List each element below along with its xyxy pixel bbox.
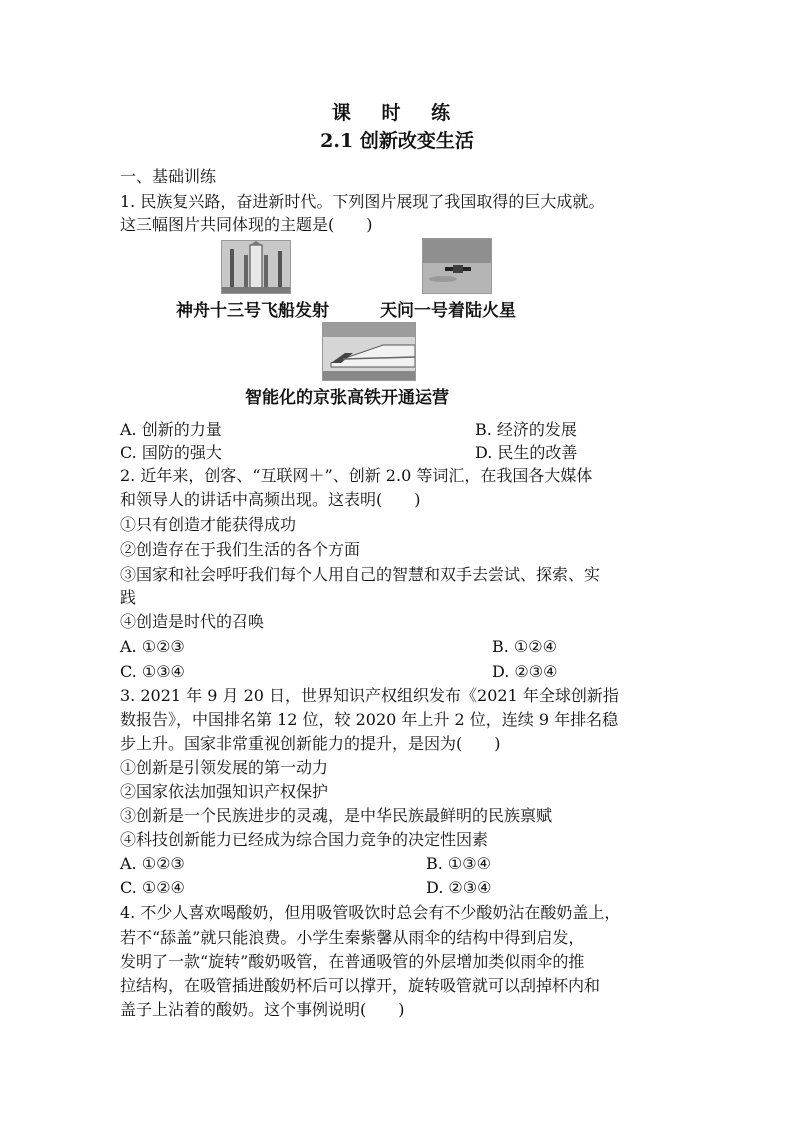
q3-statement-3: ③创新是一个民族进步的灵魂，是中华民族最鲜明的民族禀赋 xyxy=(120,806,553,825)
q1-option-d: D. 民生的改善 xyxy=(475,443,578,462)
q1-option-c: C. 国防的强大 xyxy=(120,443,222,462)
caption-shenzhou: 神舟十三号飞船发射 xyxy=(176,301,329,321)
q1-option-a: A. 创新的力量 xyxy=(120,420,222,439)
q4-stem-line2: 若不“舔盖”就只能浪费。小学生秦紫馨从雨伞的结构中得到启发， xyxy=(120,928,585,947)
page-title: 课 时 练 xyxy=(331,102,463,124)
page-subtitle: 2.1 创新改变生活 xyxy=(320,130,474,152)
q2-statement-3a: ③国家和社会呼吁我们每个人用自己的智慧和双手去尝试、探索、实 xyxy=(120,565,601,584)
q2-statement-2: ②创造存在于我们生活的各个方面 xyxy=(120,540,361,559)
q4-stem-line1: 4. 不少人喜欢喝酸奶，但用吸管吸饮时总会有不少酸奶沾在酸奶盖上， xyxy=(120,903,621,922)
q3-option-c: C. ①②④ xyxy=(120,878,185,897)
q1-option-b: B. 经济的发展 xyxy=(475,420,577,439)
q4-stem-line3: 发明了一款“旋转”酸奶吸管，在普通吸管的外层增加类似雨伞的推 xyxy=(120,952,585,971)
q1-stem-line1: 1. 民族复兴路，奋进新时代。下列图片展现了我国取得的巨大成就。 xyxy=(120,192,605,211)
q2-statement-4: ④创造是时代的召唤 xyxy=(120,612,265,631)
q3-statement-4: ④科技创新能力已经成为综合国力竞争的决定性因素 xyxy=(120,830,489,849)
q2-statement-1: ①只有创造才能获得成功 xyxy=(120,515,297,534)
q3-stem-line1: 3. 2021 年 9 月 20 日，世界知识产权组织发布《2021 年全球创新指 xyxy=(120,686,619,705)
q3-option-a: A. ①②③ xyxy=(120,854,185,873)
q4-stem-line5: 盖子上沾着的酸奶。这个事例说明( ) xyxy=(120,1000,405,1019)
q2-stem-line2: 和领导人的讲话中高频出现。这表明( ) xyxy=(120,490,421,509)
q3-stem-line2: 数报告》，中国排名第 12 位，较 2020 年上升 2 位，连续 9 年排名稳 xyxy=(120,710,619,729)
q2-option-a: A. ①②③ xyxy=(120,637,185,656)
rocket-launch-photo xyxy=(221,240,291,294)
q3-statement-2: ②国家依法加强知识产权保护 xyxy=(120,782,329,801)
q3-stem-line3: 步上升。国家非常重视创新能力的提升，是因为( ) xyxy=(120,734,501,753)
mars-landing-photo xyxy=(422,238,492,294)
q4-stem-line4: 拉结构，在吸管插进酸奶杯后可以撑开，旋转吸管就可以刮掉杯内和 xyxy=(120,976,601,995)
caption-jingzhang: 智能化的京张高铁开通运营 xyxy=(245,388,449,408)
q2-option-b: B. ①②④ xyxy=(492,637,557,656)
q3-statement-1: ①创新是引领发展的第一动力 xyxy=(120,758,329,777)
high-speed-train-photo xyxy=(322,322,416,381)
q1-stem-line2: 这三幅图片共同体现的主题是( ) xyxy=(120,215,373,234)
q2-stem-line1: 2. 近年来，创客、“互联网＋”、创新 2.0 等词汇，在我国各大媒体 xyxy=(120,466,593,485)
q2-option-d: D. ②③④ xyxy=(492,662,558,681)
q3-option-b: B. ①③④ xyxy=(426,854,491,873)
q2-option-c: C. ①③④ xyxy=(120,662,185,681)
q3-option-d: D. ②③④ xyxy=(426,878,492,897)
caption-tianwen: 天问一号着陆火星 xyxy=(380,301,516,321)
q2-statement-3b: 践 xyxy=(120,588,137,607)
section-heading: 一、基础训练 xyxy=(120,167,217,186)
